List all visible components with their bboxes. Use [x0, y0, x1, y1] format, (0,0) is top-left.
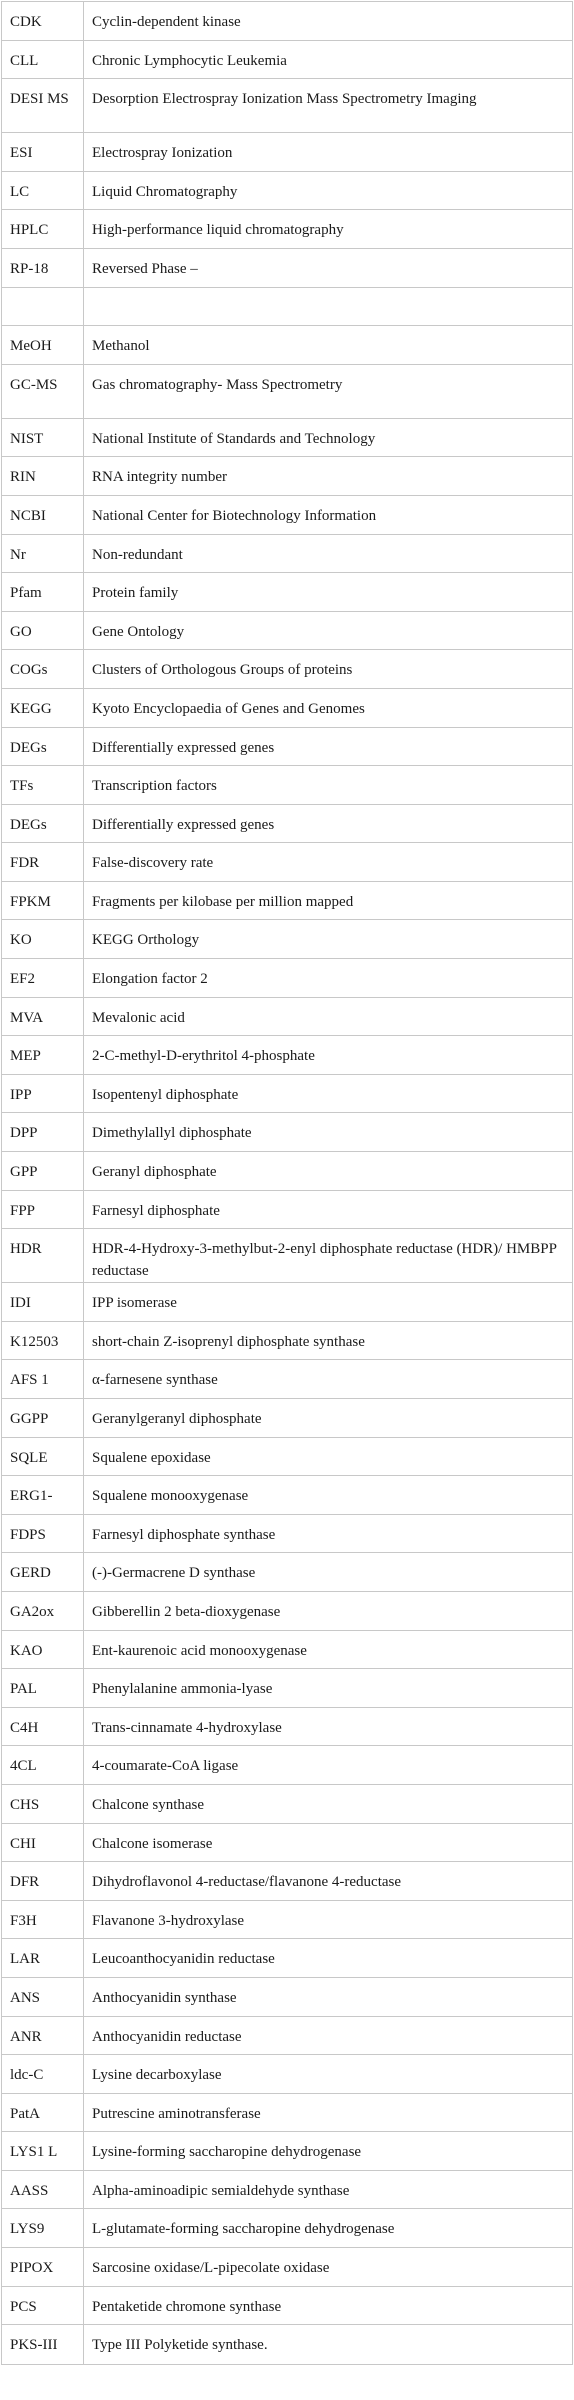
table-row — [2, 920, 572, 959]
table-row — [2, 805, 572, 844]
abbreviation-cell: LYS1 L — [2, 2132, 84, 2170]
definition-cell: Geranylgeranyl diphosphate — [92, 1411, 262, 1427]
definition-cell: Phenylalanine ammonia-lyase — [92, 1681, 273, 1698]
table-row — [2, 1553, 572, 1592]
table-row — [2, 1824, 572, 1863]
abbreviation-cell: GO — [2, 612, 84, 650]
abbreviation-cell: ERG1- — [2, 1476, 84, 1514]
abbreviation-cell: PKS-III — [2, 2325, 84, 2364]
table-row — [2, 1862, 572, 1901]
table-row — [2, 573, 572, 612]
table-row — [2, 79, 572, 133]
table-row — [2, 419, 572, 458]
table-row — [2, 766, 572, 805]
definition-cell: Pentaketide chromone synthase — [92, 2298, 282, 2315]
table-row — [2, 1746, 572, 1785]
definition-cell: Lysine decarboxylase — [92, 2067, 222, 2084]
definition-cell: Chronic Lymphocytic Leukemia — [92, 52, 287, 69]
abbreviation-cell — [2, 288, 84, 326]
abbreviation-cell: RP-18 — [2, 249, 84, 287]
abbreviation-cell: DFR — [2, 1862, 84, 1900]
definition-cell: Chalcone synthase — [92, 1796, 205, 1813]
table-row — [2, 1669, 572, 1708]
definition-cell: Gene Ontology — [92, 623, 185, 640]
abbreviation-cell: Pfam — [2, 573, 84, 611]
table-row — [2, 1476, 572, 1515]
table-row — [2, 689, 572, 728]
abbreviation-cell: KEGG — [2, 689, 84, 727]
table-row — [2, 1113, 572, 1152]
abbreviation-cell: IPP — [2, 1075, 84, 1113]
abbreviation-cell: FDR — [2, 843, 84, 881]
definition-cell: Type III Polyketide synthase. — [92, 2337, 268, 2354]
definition-cell: National Institute of Standards and Technology — [92, 430, 376, 447]
table-row — [2, 2055, 572, 2094]
abbreviation-cell: CDK — [2, 2, 84, 40]
abbreviation-cell: ldc-C — [2, 2055, 84, 2093]
abbreviation-cell: IDI — [2, 1283, 84, 1321]
abbreviations-table — [1, 1, 573, 2365]
table-row — [2, 728, 572, 767]
definition-cell: Methanol — [92, 338, 150, 355]
table-row — [2, 959, 572, 998]
definition-cell: Putrescine aminotransferase — [92, 2105, 261, 2122]
abbreviation-cell: PCS — [2, 2287, 84, 2325]
definition-cell: Geranyl diphosphate — [92, 1164, 217, 1181]
table-row — [2, 535, 572, 574]
definition-cell: Cyclin-dependent kinase — [92, 14, 241, 30]
definition-cell: Desorption Electrospray Ionization Mass Spectrometry Imaging — [92, 91, 477, 108]
abbreviation-cell: CHI — [2, 1824, 84, 1862]
definition-cell: Liquid Chromatography — [92, 183, 238, 200]
definition-cell: Differentially expressed genes — [92, 816, 275, 833]
abbreviation-cell: LC — [2, 172, 84, 210]
abbreviation-cell: GPP — [2, 1152, 84, 1190]
definition-cell — [84, 288, 572, 326]
table-row — [2, 288, 572, 327]
table-row — [2, 1785, 572, 1824]
table-row — [2, 2, 572, 41]
abbreviation-cell: MEP — [2, 1036, 84, 1074]
definition-cell: Ent-kaurenoic acid monooxygenase — [92, 1642, 307, 1659]
table-row — [2, 1438, 572, 1477]
definition-cell: Dihydroflavonol 4-reductase/flavanone 4-reductase — [92, 1874, 402, 1891]
abbreviation-cell: DESI MS — [2, 79, 84, 132]
definition-cell: National Center for Biotechnology Information — [92, 507, 377, 524]
definition-cell: Dimethylallyl diphosphate — [92, 1125, 252, 1142]
table-row — [2, 2094, 572, 2133]
table-row — [2, 1631, 572, 1670]
table-row — [2, 1229, 572, 1283]
definition-cell: Farnesyl diphosphate — [92, 1202, 220, 1219]
table-row — [2, 882, 572, 921]
definition-cell: Anthocyanidin synthase — [92, 1989, 237, 2006]
table-row — [2, 612, 572, 651]
abbreviation-cell: MVA — [2, 998, 84, 1036]
definition-cell: 4-coumarate-CoA ligase — [92, 1758, 239, 1775]
table-row — [2, 1901, 572, 1940]
definition-cell: Protein family — [92, 585, 179, 602]
table-row — [2, 2248, 572, 2287]
definition-cell: Non-redundant — [92, 546, 183, 563]
abbreviation-cell: DEGs — [2, 805, 84, 843]
table-row — [2, 1191, 572, 1230]
abbreviation-cell: DEGs — [2, 728, 84, 766]
abbreviation-cell: ANS — [2, 1978, 84, 2016]
table-row — [2, 1322, 572, 1361]
abbreviation-cell: PIPOX — [2, 2248, 84, 2286]
abbreviation-cell: GA2ox — [2, 1592, 84, 1630]
definition-cell: Lysine-forming saccharopine dehydrogenase — [92, 2144, 362, 2161]
definition-cell: HDR-4-Hydroxy-3-methylbut-2-enyl diphosphate reductase (HDR)/ HMBPP reductase — [92, 1241, 557, 1280]
table-row — [2, 457, 572, 496]
table-row — [2, 1978, 572, 2017]
table-row — [2, 998, 572, 1037]
table-row — [2, 2287, 572, 2326]
abbreviation-cell: NIST — [2, 419, 84, 457]
abbreviation-cell: PAL — [2, 1669, 84, 1707]
abbreviation-cell: FPP — [2, 1191, 84, 1229]
definition-cell: Flavanone 3-hydroxylase — [92, 1912, 245, 1929]
abbreviation-cell: 4CL — [2, 1746, 84, 1784]
table-row — [2, 1939, 572, 1978]
definition-cell: Fragments per kilobase per million mapped — [92, 893, 354, 910]
definition-cell: Differentially expressed genes — [92, 739, 275, 756]
definition-cell: Anthocyanidin reductase — [92, 2028, 242, 2045]
abbreviation-cell: AFS 1 — [2, 1360, 84, 1398]
definition-cell: short-chain Z-isoprenyl diphosphate synthase — [92, 1333, 365, 1350]
abbreviation-cell: ANR — [2, 2017, 84, 2055]
abbreviation-cell: HDR — [2, 1229, 84, 1282]
table-row — [2, 1283, 572, 1322]
abbreviation-cell: COGs — [2, 650, 84, 688]
definition-cell: Elongation factor 2 — [92, 971, 208, 988]
abbreviation-cell: SQLE — [2, 1438, 84, 1476]
abbreviation-cell: LAR — [2, 1939, 84, 1977]
definition-cell: IPP isomerase — [92, 1295, 177, 1312]
abbreviation-cell: GGPP — [2, 1399, 84, 1437]
table-row — [2, 1515, 572, 1554]
definition-cell: RNA integrity number — [92, 469, 227, 486]
table-row — [2, 2017, 572, 2056]
definition-cell: Transcription factors — [92, 778, 217, 795]
table-row — [2, 843, 572, 882]
table-row — [2, 210, 572, 249]
abbreviation-cell: KO — [2, 920, 84, 958]
table-row — [2, 1592, 572, 1631]
table-row — [2, 249, 572, 288]
table-row — [2, 2171, 572, 2210]
definition-cell: Electrospray Ionization — [92, 145, 233, 162]
abbreviation-cell: KAO — [2, 1631, 84, 1669]
definition-cell: Kyoto Encyclopaedia of Genes and Genomes — [92, 700, 365, 717]
definition-cell: Squalene monooxygenase — [92, 1488, 249, 1505]
table-row — [2, 1075, 572, 1114]
table-row — [2, 1708, 572, 1747]
table-row — [2, 1036, 572, 1075]
definition-cell: Gibberellin 2 beta-dioxygenase — [92, 1603, 281, 1620]
abbreviation-cell: LYS9 — [2, 2209, 84, 2247]
table-row — [2, 1360, 572, 1399]
table-row — [2, 1152, 572, 1191]
abbreviation-cell: Nr — [2, 535, 84, 573]
abbreviation-cell: TFs — [2, 766, 84, 804]
table-row — [2, 2209, 572, 2248]
definition-cell: Sarcosine oxidase/L-pipecolate oxidase — [92, 2260, 330, 2277]
abbreviation-cell: PatA — [2, 2094, 84, 2132]
definition-cell: High-performance liquid chromatography — [92, 222, 344, 239]
table-row — [2, 1399, 572, 1438]
abbreviation-cell: FDPS — [2, 1515, 84, 1553]
abbreviation-cell: K12503 — [2, 1322, 84, 1360]
abbreviation-cell: EF2 — [2, 959, 84, 997]
abbreviation-cell: GC-MS — [2, 365, 84, 418]
definition-cell: Gas chromatography- Mass Spectrometry — [92, 376, 343, 393]
table-row — [2, 365, 572, 419]
definition-cell: Alpha-aminoadipic semialdehyde synthase — [92, 2182, 350, 2199]
table-row — [2, 326, 572, 365]
definition-cell: Clusters of Orthologous Groups of proteins — [92, 662, 353, 679]
abbreviation-cell: GERD — [2, 1553, 84, 1591]
definition-cell: Trans-cinnamate 4-hydroxylase — [92, 1719, 282, 1736]
abbreviation-cell: MeOH — [2, 326, 84, 364]
definition-cell: L-glutamate-forming saccharopine dehydrogenase — [92, 2221, 395, 2238]
definition-cell: Leucoanthocyanidin reductase — [92, 1951, 275, 1968]
definition-cell: 2-C-methyl-D-erythritol 4-phosphate — [92, 1048, 315, 1065]
abbreviation-cell: CHS — [2, 1785, 84, 1823]
abbreviation-cell: F3H — [2, 1901, 84, 1939]
abbreviation-cell: ESI — [2, 133, 84, 171]
definition-cell: Farnesyl diphosphate synthase — [92, 1526, 276, 1543]
abbreviation-cell: C4H — [2, 1708, 84, 1746]
abbreviation-cell: RIN — [2, 457, 84, 495]
table-row — [2, 2325, 572, 2364]
abbreviation-cell: DPP — [2, 1113, 84, 1151]
table-row — [2, 133, 572, 172]
abbreviation-cell: HPLC — [2, 210, 84, 248]
table-row — [2, 41, 572, 80]
definition-cell: Reversed Phase – — [92, 260, 198, 277]
table-row — [2, 496, 572, 535]
abbreviation-cell: CLL — [2, 41, 84, 79]
definition-cell: Squalene epoxidase — [92, 1449, 211, 1466]
table-row — [2, 650, 572, 689]
table-row — [2, 172, 572, 211]
definition-cell: Isopentenyl diphosphate — [92, 1086, 239, 1103]
abbreviation-cell: AASS — [2, 2171, 84, 2209]
definition-cell: (-)-Germacrene D synthase — [92, 1565, 256, 1582]
definition-cell: KEGG Orthology — [92, 932, 200, 949]
abbreviation-cell: FPKM — [2, 882, 84, 920]
abbreviation-cell: NCBI — [2, 496, 84, 534]
definition-cell: Chalcone isomerase — [92, 1835, 213, 1852]
table-row — [2, 2132, 572, 2171]
definition-cell: Mevalonic acid — [92, 1009, 185, 1026]
definition-cell: α-farnesene synthase — [92, 1372, 218, 1389]
definition-cell: False-discovery rate — [92, 855, 214, 872]
